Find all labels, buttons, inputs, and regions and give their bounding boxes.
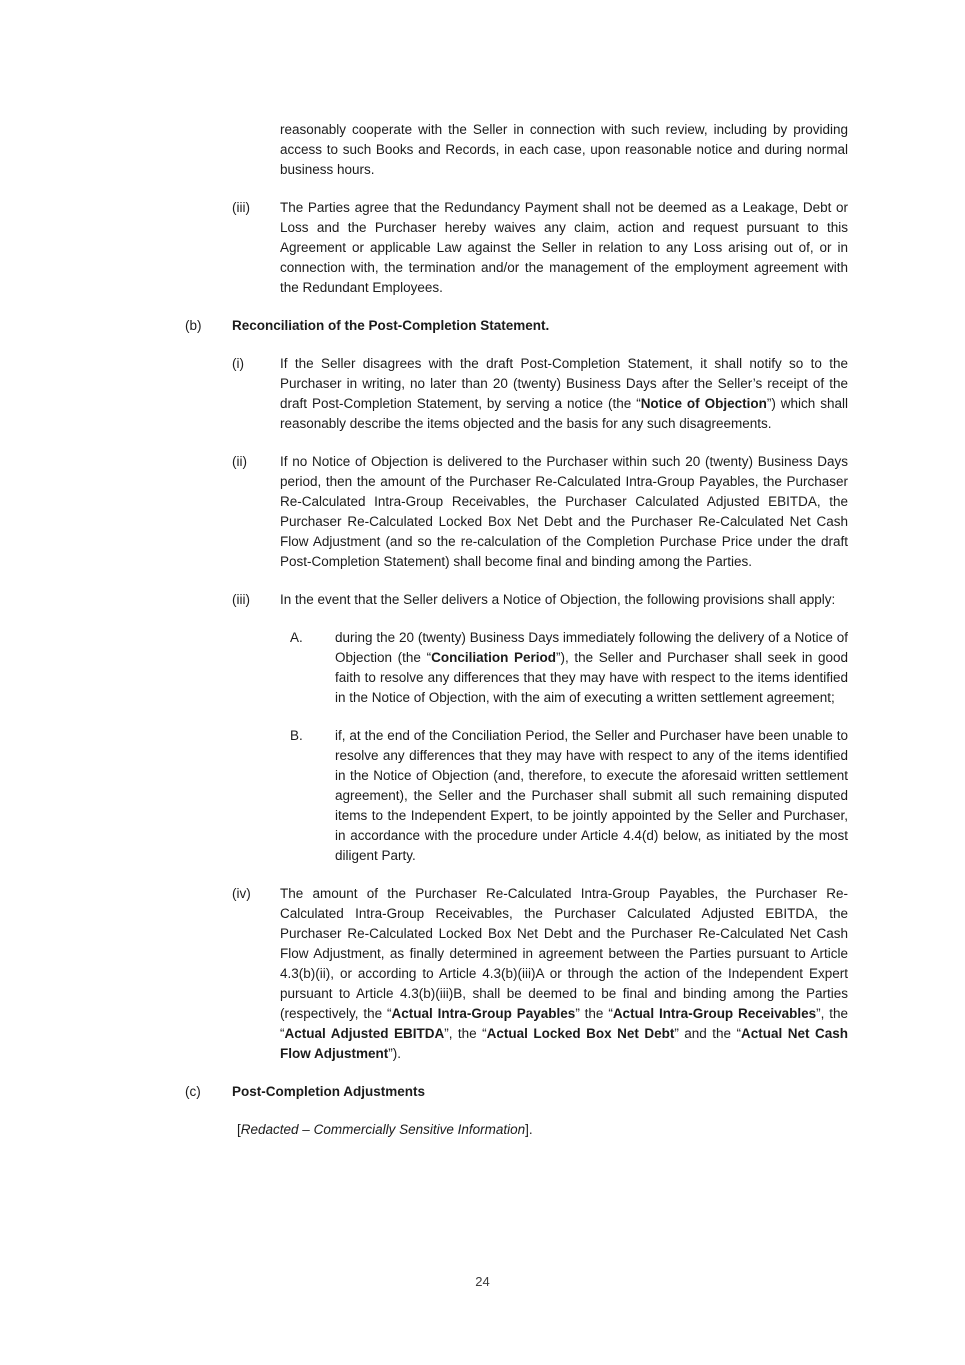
list-item-ii-no-notice <box>185 452 848 572</box>
redacted-text: [Redacted – Commercially Sensitive Information]. <box>237 1122 533 1137</box>
section-heading-text: Post-Completion Adjustments <box>232 1084 426 1099</box>
item-marker: (b) <box>185 318 202 333</box>
item-marker: B. <box>290 728 303 743</box>
paragraph-text: if, at the end of the Conciliation Period, the Seller and Purchaser have been unable to resolve any differences that they may have with respect to any of the items identified in the Notice of Objection (and, therefore, to execute the aforesaid written settlement agreement), the Seller and the Purchaser shall submit all such remaining disputed items to the Independent Expert, to be jointly appointed by the Seller and Purchaser, in accordance with the procedure under Article 4.4(d) below, as initiated by the most diligent Party. <box>335 728 848 863</box>
list-item-iii-provisions <box>185 590 848 610</box>
sub-item-b-independent-expert <box>185 726 848 866</box>
item-marker: (i) <box>232 356 244 371</box>
list-item-i-notice-of-objection <box>185 354 848 434</box>
paragraph-text: reasonably cooperate with the Seller in connection with such review, including by providing access to such Books and Records, in each case, upon reasonable notice and during normal business hours. <box>280 122 848 177</box>
paragraph-text: The Parties agree that the Redundancy Payment shall not be deemed as a Leakage, Debt or Loss and the Purchaser hereby waives any claim, action and request pursuant to this Agreement or applicable Law against the Seller in relation to any Loss arising out of, or in connection with, the termination and/or the management of the employment agreement with the Redundant Employees. <box>280 200 848 295</box>
paragraph-text: The amount of the Purchaser Re-Calculated Intra-Group Payables, the Purchaser Re-Calculated Intra-Group Receivables, the Purchaser Calculated Adjusted EBITDA, the Purchaser Re-Calculated Locked Box Net Debt and the Purchaser Re-Calculated Net Cash Flow Adjustment, as finally determined in agreement between the Parties pursuant to Article 4.3(b)(ii), or according to Article 4.3(b)(iii)A or through the action of the Independent Expert pursuant to Article 4.3(b)(iii)B, shall be deemed to be final and binding among the Parties (respectively, the “Actual Intra-Group Payables” the “Actual Intra-Group Receivables”, the “Actual Adjusted EBITDA”, the “Actual Locked Box Net Debt” and the “Actual Net Cash Flow Adjustment”). <box>280 886 848 1061</box>
paragraph-text: during the 20 (twenty) Business Days immediately following the delivery of a Notice of Objection (the “Conciliation Period”), the Seller and Purchaser shall seek in good faith to resolve any differences that they may have with respect to the items identified in the Notice of Objection, with the aim of executing a written settlement agreement; <box>335 630 848 705</box>
paragraph-text: If the Seller disagrees with the draft Post-Completion Statement, it shall notify so to the Purchaser in writing, no later than 20 (twenty) Business Days after the Seller’s receipt of the draft Post-Completion Statement, by serving a notice (the “Notice of Objection”) which shall reasonably describe the items objected and the basis for any such disagreements. <box>280 356 848 431</box>
document-body <box>185 120 848 1158</box>
sub-item-a-conciliation-period <box>185 628 848 708</box>
section-heading-b-reconciliation <box>185 316 848 336</box>
section-heading-text: Reconciliation of the Post-Completion Statement. <box>232 318 550 333</box>
list-item-iii-redundancy <box>185 198 848 298</box>
item-marker: (iii) <box>232 200 250 215</box>
paragraph-text: In the event that the Seller delivers a Notice of Objection, the following provisions shall apply: <box>280 592 836 607</box>
list-item-iv-actual-amounts <box>185 884 848 1064</box>
item-marker: A. <box>290 630 303 645</box>
section-heading-c-post-completion-adjustments <box>185 1082 848 1102</box>
item-marker: (iv) <box>232 886 251 901</box>
paragraph-review-cooperation <box>185 120 848 180</box>
paragraph-text: If no Notice of Objection is delivered to the Purchaser within such 20 (twenty) Business Days period, then the amount of the Purchaser Re-Calculated Intra-Group Payables, the Purchaser Re-Calculated Intra-Group Receivables, the Purchaser Calculated Adjusted EBITDA, the Purchaser Re-Calculated Locked Box Net Debt and the Purchaser Re-Calculated Net Cash Flow Adjustment (and so the re-calculation of the Completion Purchase Price under the draft Post-Completion Statement) shall become final and binding among the Parties. <box>280 454 848 569</box>
page-number: 24 <box>475 1274 490 1289</box>
redacted-note <box>185 1120 848 1140</box>
item-marker: (ii) <box>232 454 247 469</box>
item-marker: (iii) <box>232 592 250 607</box>
item-marker: (c) <box>185 1084 201 1099</box>
